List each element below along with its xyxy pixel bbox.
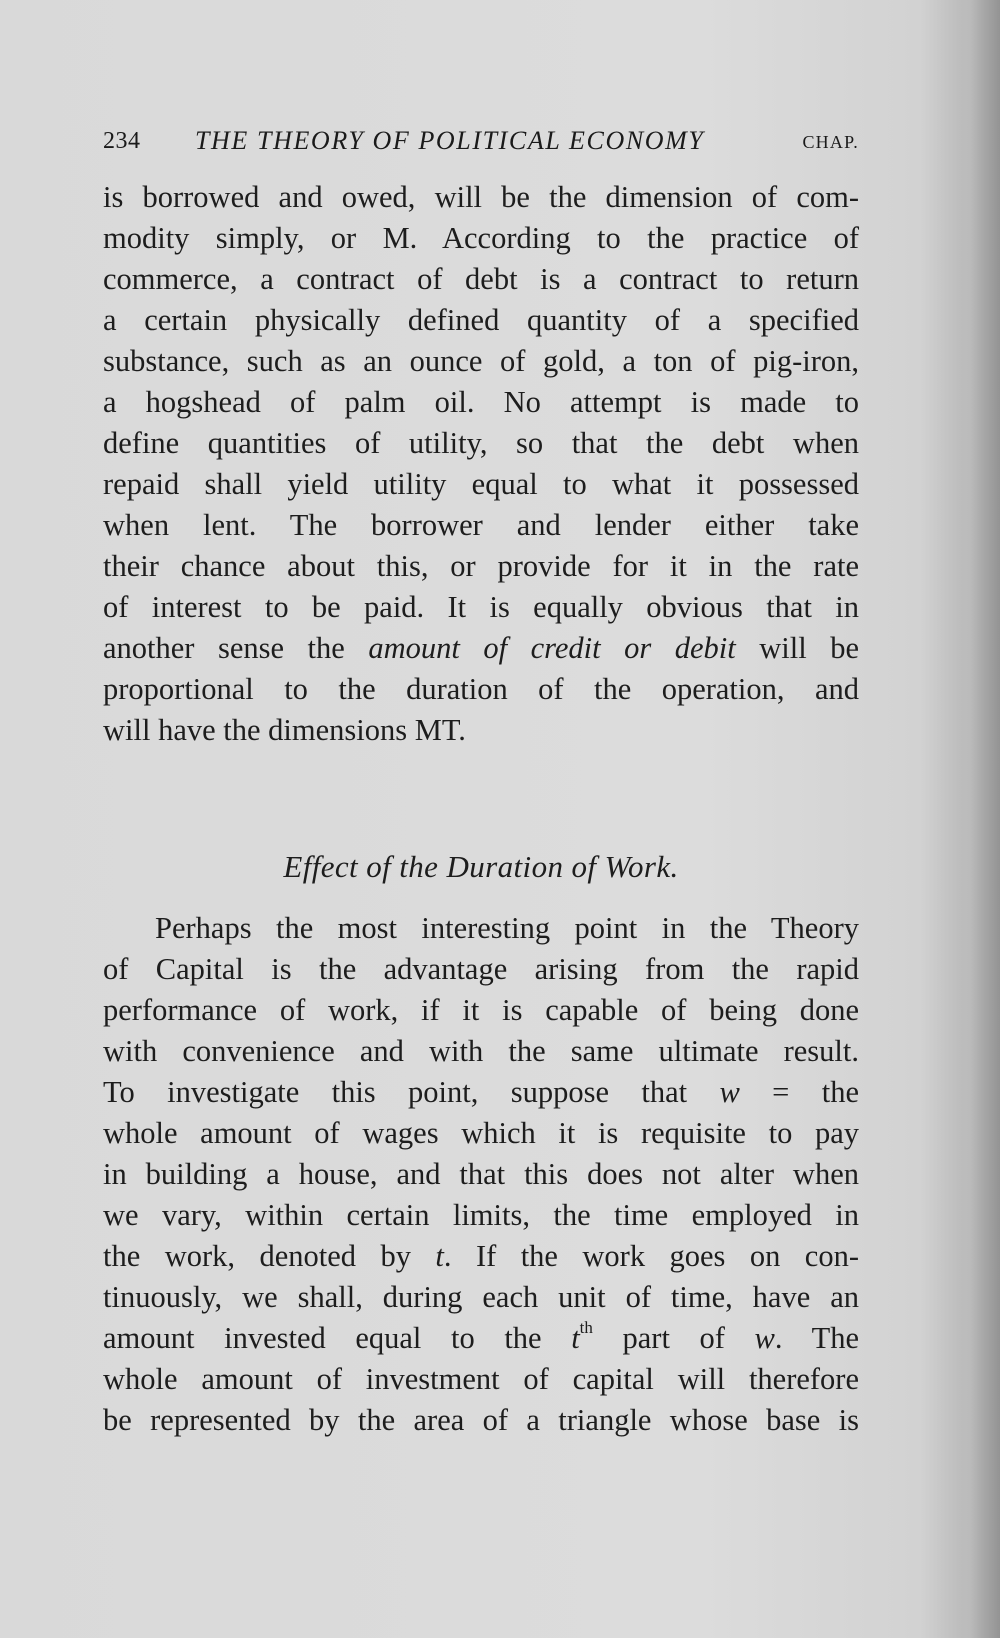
math-variable: w bbox=[754, 1321, 775, 1355]
text-run: To investigate this point, suppose that bbox=[103, 1075, 720, 1109]
text-line: Perhaps the most interesting point in the Theory bbox=[155, 911, 859, 945]
text-line: substance, such as an ounce of gold, a ton of pig-iron, bbox=[103, 344, 859, 378]
text-line: a hogshead of palm oil. No attempt is made to bbox=[103, 385, 859, 419]
text-line: define quantities of utility, so that the debt when bbox=[103, 426, 859, 460]
page-number: 234 bbox=[103, 128, 141, 154]
section-heading: Effect of the Duration of Work. bbox=[283, 849, 679, 884]
text-line: of interest to be paid. It is equally obvious that in bbox=[103, 590, 859, 624]
text-run: the work, denoted by bbox=[103, 1239, 436, 1273]
text-line: repaid shall yield utility equal to what it possessed bbox=[103, 467, 859, 501]
text-run: another sense the bbox=[103, 631, 369, 665]
text-line: is borrowed and owed, will be the dimension of com- bbox=[103, 180, 859, 214]
text-line bbox=[103, 1237, 859, 1275]
text-line: tinuously, we shall, during each unit of time, have an bbox=[103, 1280, 859, 1314]
text-run bbox=[651, 631, 675, 665]
text-line bbox=[103, 629, 859, 667]
text-run: . The bbox=[774, 1321, 859, 1355]
text-line: a certain physically defined quantity of a specified bbox=[103, 303, 859, 337]
text-run: part of bbox=[592, 1321, 755, 1355]
text-line: proportional to the duration of the operation, and bbox=[103, 672, 859, 706]
text-run: = the bbox=[739, 1075, 860, 1109]
running-head bbox=[103, 124, 859, 158]
text-line: in building a house, and that this does not alter when bbox=[103, 1157, 859, 1191]
text-line: whole amount of wages which it is requisite to pay bbox=[103, 1116, 859, 1150]
text-line: we vary, within certain limits, the time employed in bbox=[103, 1198, 859, 1232]
text-line: of Capital is the advantage arising from the rapid bbox=[103, 952, 859, 986]
text-line bbox=[103, 1073, 859, 1111]
text-line: when lent. The borrower and lender either take bbox=[103, 508, 859, 542]
text-run bbox=[507, 631, 531, 665]
text-line: commerce, a contract of debt is a contract to return bbox=[103, 262, 859, 296]
text-run bbox=[601, 631, 625, 665]
book-title: THE THEORY OF POLITICAL ECONOMY bbox=[195, 126, 705, 155]
text-line: performance of work, if it is capable of being done bbox=[103, 993, 859, 1027]
text-line bbox=[103, 1319, 859, 1357]
italic-text: credit bbox=[530, 631, 601, 665]
text-run: will be bbox=[735, 631, 860, 665]
italic-text: amount bbox=[368, 631, 460, 665]
page-gutter-shadow bbox=[970, 0, 1000, 1638]
superscript: th bbox=[579, 1317, 593, 1337]
math-variable: t bbox=[571, 1321, 580, 1355]
math-variable: t bbox=[435, 1239, 444, 1273]
italic-text: debit bbox=[674, 631, 736, 665]
italic-text: of bbox=[483, 631, 508, 665]
text-line: with convenience and with the same ultimate result. bbox=[103, 1034, 859, 1068]
text-line: their chance about this, or provide for it in the rate bbox=[103, 549, 859, 583]
text-run bbox=[460, 631, 484, 665]
text-line: will have the dimensions MT. bbox=[103, 713, 466, 747]
text-run: . If the work goes on con- bbox=[443, 1239, 860, 1273]
math-variable: w bbox=[719, 1075, 740, 1109]
text-line: modity simply, or M. According to the practice of bbox=[103, 221, 859, 255]
text-line: be represented by the area of a triangle whose base is bbox=[103, 1403, 859, 1437]
italic-text: or bbox=[624, 631, 652, 665]
chapter-label: CHAP. bbox=[802, 132, 859, 152]
text-line: whole amount of investment of capital will therefore bbox=[103, 1362, 859, 1396]
text-run: amount invested equal to the bbox=[103, 1321, 572, 1355]
